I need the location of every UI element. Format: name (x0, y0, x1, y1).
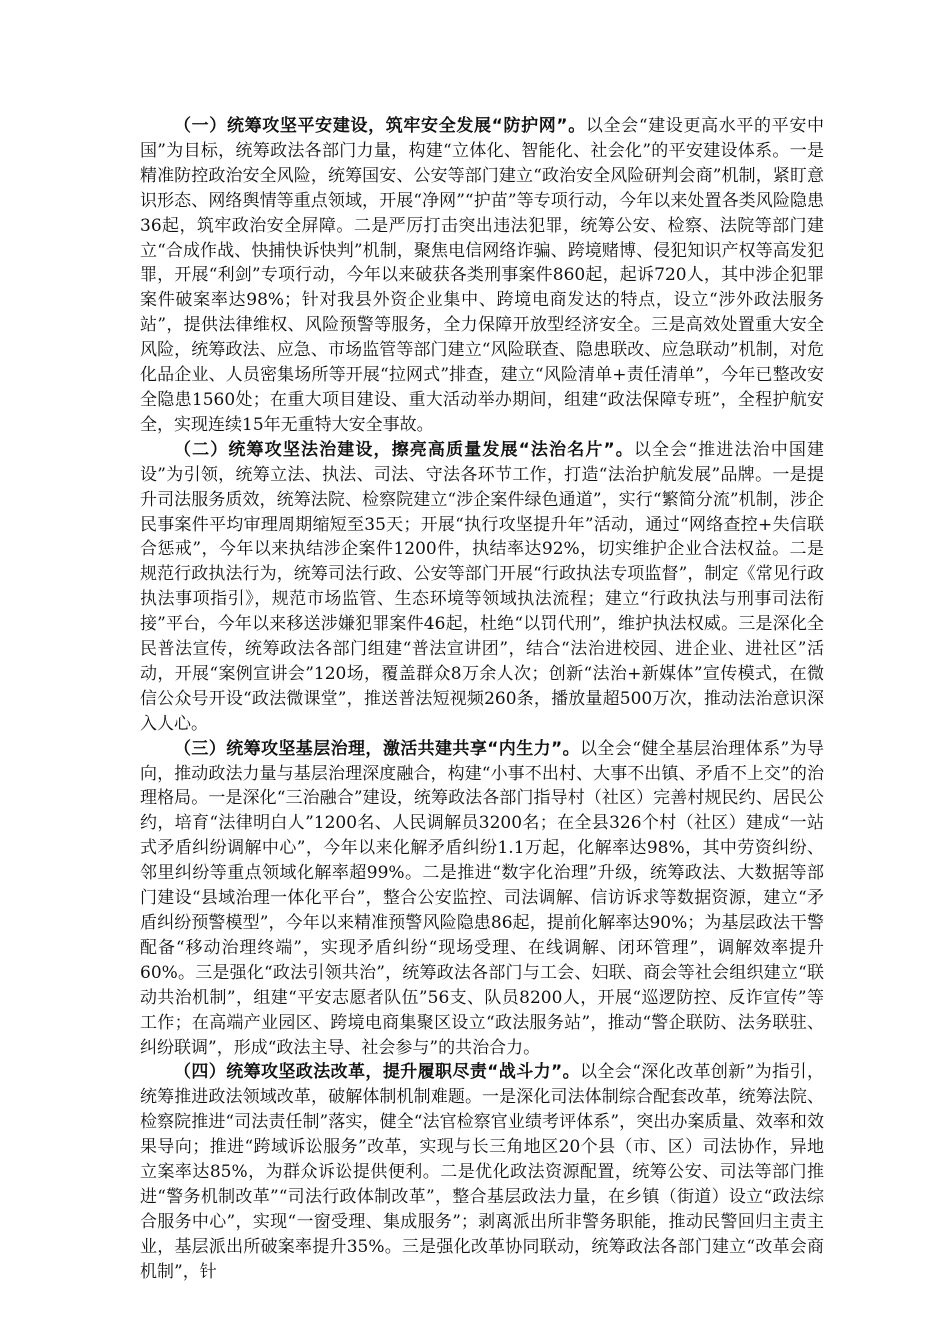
paragraph-text: 以全会“建设更高水平的平安中国”为目标，统筹政法各部门力量，构建“立体化、智能化、社会化”的平安建设体系。一是精准防控政治安全风险，统筹国安、公安等部门建立“政治安全风险研判会商”机制，紧盯意识形态、网络舆情等重点领域，开展“净网”“护苗”等专项行动，今年以来处置各类风险隐患36起，筑牢政治安全屏障。二是严厉打击突出违法犯罪，统筹公安、检察、法院等部门建立“合成作战、快捕快诉快判”机制，聚焦电信网络诈骗、跨境赌博、侵犯知识产权等高发犯罪，开展“利剑”专项行动，今年以来破获各类刑事案件860起，起诉720人，其中涉企犯罪案件破案率达98%；针对我县外资企业集中、跨境电商发达的特点，设立“涉外政法服务站”，提供法律维权、风险预警等服务，全力保障开放型经济安全。三是高效处置重大安全风险，统筹政法、应急、市场监管等部门建立“风险联查、隐患联改、应急联动”机制，对危化品企业、人员密集场所等开展“拉网式”排查，建立“风险清单+责任清单”，今年已整改安全隐患1560处；在重大项目建设、重大活动举办期间，组建“政法保障专班”，全程护航安全，实现连续15年无重特大安全事故。 (140, 116, 824, 435)
paragraph-text: 以全会“健全基层治理体系”为导向，推动政法力量与基层治理深度融合，构建“小事不出村、大事不出镇、矛盾不上交”的治理格局。一是深化“三治融合”建设，统筹政法各部门指导村（社区）完善村规民约、居民公约，培育“法律明白人”1200名、人民调解员3200名；在全县326个村（社区）建成“一站式矛盾纠纷调解中心”，今年以来化解矛盾纠纷1.1万起，化解率达98%，其中劳资纠纷、邻里纠纷等重点领域化解率超99%。二是推进“数字化治理”升级，统筹政法、大数据等部门建设“县域治理一体化平台”，整合公安监控、司法调解、信访诉求等数据资源，建立“矛盾纠纷预警模型”，今年以来精准预警风险隐患86起，提前化解率达90%；为基层政法干警配备“移动治理终端”，实现矛盾纠纷“现场受理、在线调解、闭环管理”，调解效率提升60%。三是强化“政法引领共治”，统筹政法各部门与工会、妇联、商会等社会组织建立“联动共治机制”，组建“平安志愿者队伍”56支、队员8200人，开展“巡逻防控、反诈宣传”等工作；在高端产业园区、跨境电商集聚区设立“政法服务站”，推动“警企联防、法务联驻、纠纷联调”，形成“政法主导、社会参与”的共治合力。 (140, 738, 824, 1058)
paragraph-heading: （二）统筹攻坚法治建设，擦亮高质量发展“法治名片”。 (174, 439, 634, 460)
paragraph-heading: （一）统筹攻坚平安建设，筑牢安全发展“防护网”。 (174, 116, 586, 136)
paragraph-heading: （三）统筹攻坚基层治理，激活共建共享“内生力”。 (174, 738, 580, 759)
paragraph-heading: （四）统筹攻坚政法改革，提升履职尽责“战斗力”。 (174, 1062, 580, 1083)
paragraph-zheng-fa-gai-ge (140, 1060, 824, 1284)
paragraph-ping-an-jian-she (140, 114, 824, 438)
paragraph-fa-zhi-jian-she (140, 438, 824, 737)
paragraph-text: 以全会“推进法治中国建设”为引领，统筹立法、执法、司法、守法各环节工作，打造“法治护航发展”品牌。一是提升司法服务质效，统筹法院、检察院建立“涉企案件绿色通道”，实行“繁简分流”机制，涉企民事案件平均审理周期缩短至35天；开展“执行攻坚提升年”活动，通过“网络查控+失信联合惩戒”，今年以来执结涉企案件1200件，执结率达92%，切实维护企业合法权益。二是规范行政执法行为，统筹司法行政、公安等部门开展“行政执法专项监督”，制定《常见行政执法事项指引》，规范市场监管、生态环境等领域执法流程；建立“行政执法与刑事司法衔接”平台，今年以来移送涉嫌犯罪案件46起，杜绝“以罚代刑”，维护执法权威。三是深化全民普法宣传，统筹政法各部门组建“普法宣讲团”，结合“法治进校园、进企业、进社区”活动，开展“案例宣讲会”120场，覆盖群众8万余人次；创新“法治+新媒体”宣传模式，在微信公众号开设“政法微课堂”，推送普法短视频260条，播放量超500万次，推动法治意识深入人心。 (140, 439, 824, 734)
document-body (140, 114, 824, 1285)
paragraph-ji-ceng-zhi-li (140, 737, 824, 1061)
paragraph-text: 以全会“深化改革创新”为指引，统筹推进政法领域改革，破解体制机制难题。一是深化司法体制综合配套改革，统筹法院、检察院推进“司法责任制”落实，健全“法官检察官业绩考评体系”，突出办案质量、效率和效果导向；推进“跨域诉讼服务”改革，实现与长三角地区20个县（市、区）司法协作，异地立案率达85%，为群众诉讼提供便利。二是优化政法资源配置，统筹公安、司法等部门推进“警务机制改革”“司法行政体制改革”，整合基层政法力量，在乡镇（街道）设立“政法综合服务中心”，实现“一窗受理、集成服务”；剥离派出所非警务职能，推动民警回归主责主业，基层派出所破案率提升35%。三是强化改革协同联动，统筹政法各部门建立“改革会商机制”，针 (140, 1062, 824, 1282)
